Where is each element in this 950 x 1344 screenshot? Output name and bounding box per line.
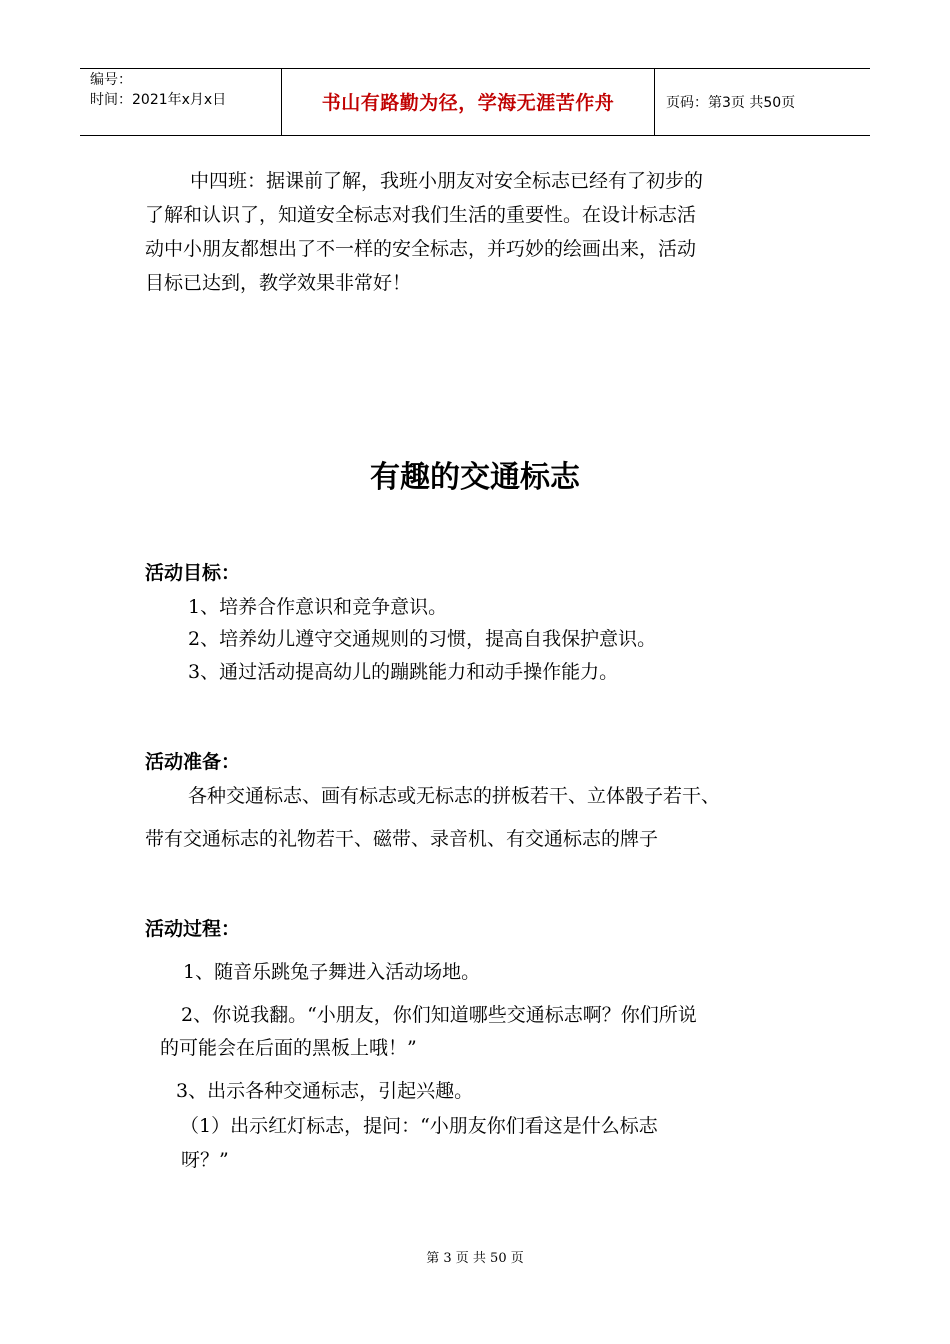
header-page-info: 页码：第3页 共50页 bbox=[666, 95, 796, 111]
intro-line: 中四班：据课前了解，我班小朋友对安全标志已经有了初步的 bbox=[190, 170, 704, 192]
header-motto: 书山有路勤为径，学海无涯苦作舟 bbox=[321, 92, 615, 114]
prep-heading: 活动准备： bbox=[145, 751, 241, 773]
page-title: 有趣的交通标志 bbox=[370, 460, 580, 495]
intro-line: 目标已达到，教学效果非常好！ bbox=[145, 272, 412, 294]
goal-item: 1、培养合作意识和竞争意识。 bbox=[188, 596, 448, 618]
process-item: 的可能会在后面的黑板上哦！” bbox=[160, 1037, 417, 1059]
prep-line: 各种交通标志、画有标志或无标志的拼板若干、立体骰子若干、 bbox=[188, 785, 721, 807]
goal-item: 2、培养幼儿遵守交通规则的习惯，提高自我保护意识。 bbox=[188, 628, 657, 650]
prep-line: 带有交通标志的礼物若干、磁带、录音机、有交通标志的牌子 bbox=[145, 828, 659, 850]
process-heading: 活动过程： bbox=[145, 918, 241, 940]
header-meta bbox=[90, 70, 226, 110]
process-item: （1）出示红灯标志，提问：“小朋友你们看这是什么标志 bbox=[180, 1115, 658, 1137]
header-number-label: 编号： bbox=[90, 72, 132, 88]
page-footer: 第 3 页 共 50 页 bbox=[426, 1251, 524, 1266]
intro-line: 动中小朋友都想出了不一样的安全标志，并巧妙的绘画出来，活动 bbox=[145, 238, 697, 260]
goals-heading: 活动目标： bbox=[145, 562, 241, 584]
intro-line: 了解和认识了，知道安全标志对我们生活的重要性。在设计标志活 bbox=[145, 204, 697, 226]
process-item: 1、随音乐跳兔子舞进入活动场地。 bbox=[183, 961, 481, 983]
header-divider-right bbox=[654, 68, 655, 135]
process-item: 呀？” bbox=[181, 1149, 229, 1171]
header-bottom-rule bbox=[80, 135, 870, 136]
process-item: 3、出示各种交通标志，引起兴趣。 bbox=[176, 1080, 474, 1102]
header-top-rule bbox=[80, 68, 870, 69]
header-time-label: 时间：2021年x月x日 bbox=[90, 92, 227, 108]
intro-paragraph bbox=[145, 164, 805, 300]
process-item: 2、你说我翻。“小朋友，你们知道哪些交通标志啊？你们所说 bbox=[181, 1004, 697, 1026]
goal-item: 3、通过活动提高幼儿的蹦跳能力和动手操作能力。 bbox=[188, 661, 619, 683]
